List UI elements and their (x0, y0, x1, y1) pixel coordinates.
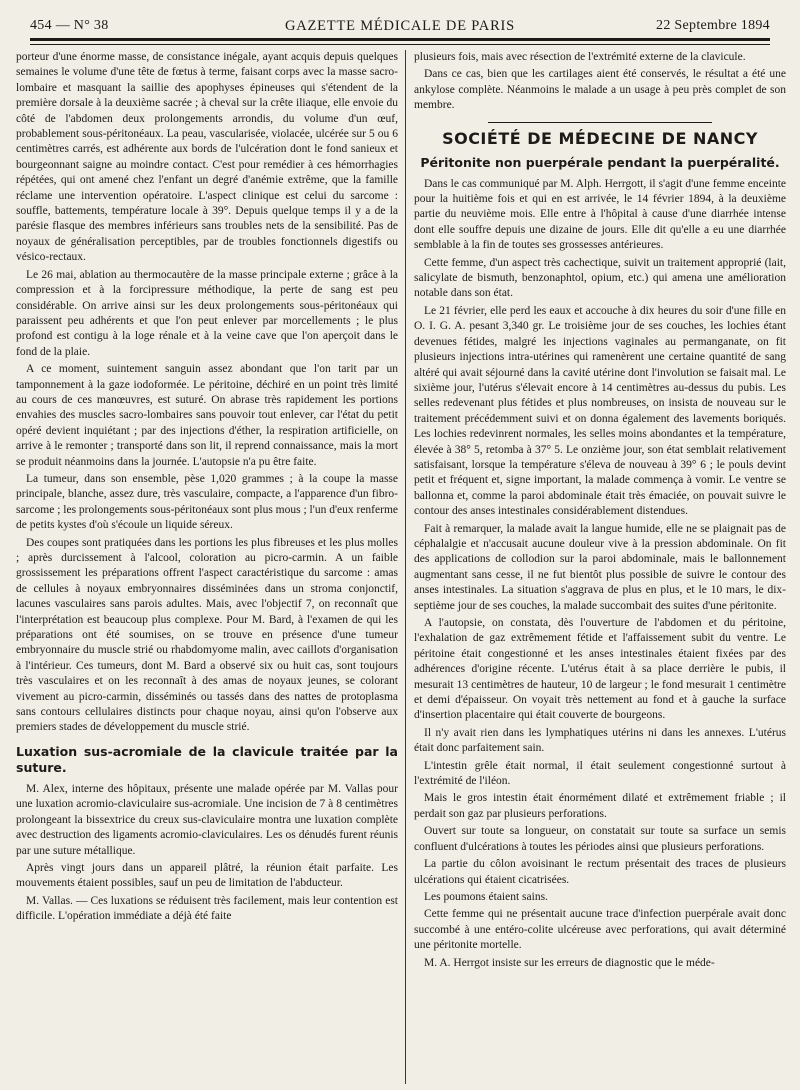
page-header (30, 14, 770, 40)
paragraph: La tumeur, dans son ensemble, pèse 1,020 grammes ; à la coupe la masse principale, blanche, assez dure, très vasculaire, compacte, a l'apparence d'un fibro-sarcome ; les prolongements sous-péritonéaux sont plus mous ; l'un d'eux renferme de petits kystes d'où s'écoule un liquide séreux. (16, 472, 398, 532)
paragraph: Le 21 février, elle perd les eaux et accouche à dix heures du soir d'une fille en O. I. G. A. pesant 3,340 gr. Le troisième jour de ses couches, les lochies étant devenues fétides, malgré les injections vaginales au permanganate, on fit plusieurs injections intra-utérines qui ramenèrent une certaine quantité de sang altéré qui avait séjourné dans la cavité utérine dont l'involution se faisait mal. Le sixième jour, l'utérus s'élevait encore à 14 centimètres au-dessus du pubis. Les selles redevenant plus fétides et plus nombreuses, on insista de nouveau sur le traitement précédemment suivi et on donna également des lavements boriqués. Les lochies redevinrent normales, les selles moins abondantes et la température, élevée à 38° 5, retomba à 37° 5. Le onzième jour, son état semblait relativement satisfaisant, lorsque la température s'éleva de nouveau à 39° 6 ; le pouls devint petit et fréquent et, signe important, la malade commença à vomir. Le ventre se ballonna et, comme la paroi abdominale était très émaciée, on pouvait suivre le contour des anses intestinales considérablement distendues. (414, 304, 786, 518)
paragraph: M. A. Herrgot insiste sur les erreurs de diagnostic que le méde- (424, 956, 715, 969)
paragraph: Cette femme qui ne présentait aucune trace d'infection puerpérale avait donc succombé à une entéro-colite ulcéreuse avec perforations, qui avait déterminé une péritonite mortelle. (414, 908, 786, 952)
section-rule (488, 122, 711, 123)
section-title: Péritonite non puerpérale pendant la puerpéralité. (420, 154, 780, 170)
paragraph: Il n'y avait rien dans les lymphatiques utérins ni dans les annexes. L'utérus était donc parfaitement sain. (414, 726, 786, 755)
paragraph: Après vingt jours dans un appareil plâtré, la réunion était parfaite. Les mouvements étaient possibles, sauf un peu de limitation de l'abducteur. (16, 861, 398, 890)
paragraph: A l'autopsie, on constata, dès l'ouverture de l'abdomen et du péritoine, l'exhalation de gaz extrêmement fétide et l'affaissement subit du ventre. Le péritoine était congestionné et les anses intestinales étaient fixées par des adhérences d'origine récente. L'utérus était à sa place derrière le pubis, il mesurait 13 centimètres de hauteur, 10 de largeur ; le fond mesurait 1 centimètre et demi d'épaisseur. On voyait très nettement au fond et à gauche la surface d'insertion placentaire qui était couverte de bourgeons. (414, 617, 786, 722)
paragraph: Le 26 mai, ablation au thermocautère de la masse principale externe ; grâce à la compression et à la forcipressure méthodique, la perte de sang est peu considérable. On arrive ainsi sur les deux prolongements sous-péritonéaux qui paraissent peu adhérents et que l'on peut enlever par morcellements ; le plus profond est contigu à la loge rénale et à la veine cave que l'on aperçoit dans le fond de la plaie. (16, 268, 398, 358)
paragraph: Cette femme, d'un aspect très cachectique, suivit un traitement approprié (lait, salicylate de bismuth, benzonaphtol, opium, etc.) qui amena une amélioration notable dans son état. (414, 256, 786, 300)
header-rule-thin (30, 44, 770, 45)
section-title: Luxation sus-acromiale de la clavicule traitée par la suture. (16, 743, 398, 775)
paragraph: plusieurs fois, mais avec résection de l'extrémité externe de la clavicule. (414, 51, 746, 63)
paragraph: M. Alex, interne des hôpitaux, présente une malade opérée par M. Vallas pour une luxation acromio-claviculaire sus-acromiale. Une incision de 7 à 8 centimètres prolongeant la bissextrice du creux sus-claviculaire montra une luxation complète avec destruction des ligaments acromio-claviculaires. Les os dénudés furent réunis par une suture métallique. (16, 782, 398, 857)
paragraph: Dans le cas communiqué par M. Alph. Herrgott, il s'agit d'une femme enceinte pour la huitième fois et qui en est arrivée, le 14 février 1894, à la deuxième partie du neuvième mois. Elle entre à l'hôpital à cause d'une diarrhée intense dont elle souffre depuis une dizaine de jours. Elle dit qu'elle a eu une diarrhée semblable à la fin de toutes ses grossesses antérieures. (414, 177, 786, 252)
paragraph: M. Vallas. — Ces luxations se réduisent très facilement, mais leur contention est difficile. L'opération immédiate a déjà été faite (16, 894, 398, 923)
journal-title: GAZETTE MÉDICALE DE PARIS (284, 18, 516, 34)
page-number: 454 — N° 38 (30, 18, 109, 33)
left-column (16, 50, 398, 1084)
paragraph: Dans ce cas, bien que les cartilages aient été conservés, le résultat a été une ankylose complète. Néanmoins le malade a un usage à peu près complet de son membre. (414, 68, 786, 112)
issue-date: 22 Septembre 1894 (656, 18, 770, 33)
paragraph: La partie du côlon avoisinant le rectum présentait des traces de plusieurs ulcérations qui étaient cicatrisées. (414, 858, 786, 886)
paragraph: porteur d'une énorme masse, de consistance inégale, ayant acquis depuis quelques semaines le volume d'une tête de fœtus à terme, faisant corps avec la masse sacro-lombaire et masquant la saillie des apophyses épineuses qui s'étendent de la première dorsale à la deuxième sacrée ; à cheval sur la crête iliaque, elle envoie du côté de l'abdomen deux prolongements arrondis, du volume d'un œuf, probablement sous-péritonéaux. La peau, vascularisée, violacée, ulcérée sur 5 ou 6 centimètres carrés, est adhérente aux bords de l'ulcération dont le fond sanieux et bourgeonnant saigne au moindre contact. C'est pour remédier à ces hémorrhagies répétées, qui ont amené chez l'enfant un degré d'anémie extrême, que la famille réclame une intervention opératoire. L'aspect clinique est celui du sarcome : souffle, battements, température locale à 39°. Depuis quelque temps il y a de la parésie flasque des membres inférieurs sans troubles nets de la sensibilité. Pas de noyaux de généralisation perceptibles, par de troubles fonctionnels digestifs ou vésico-rectaux. (16, 51, 398, 264)
paragraph: L'intestin grêle était normal, il était seulement congestionné surtout à l'extrémité de l'iléon. (414, 759, 786, 788)
paragraph: Ouvert sur toute sa longueur, on constatait sur toute sa surface un semis confluent d'ulcérations à toutes les périodes ainsi que plusieurs perforations. (414, 825, 786, 853)
paragraph: Les poumons étaient sains. (424, 890, 548, 903)
header-rule-thick (30, 38, 770, 41)
paragraph: Mais le gros intestin était énormément dilaté et extrêmement friable ; il perdait son gaz par plusieurs perforations. (414, 792, 786, 820)
paragraph: A ce moment, suintement sanguin assez abondant que l'on tarit par un tamponnement à la gaze iodoformée. Le péritoine, déchiré en un point très limité au cours de ces manœuvres, est suturé. On abrase très rapidement les portions envahies des muscles sacro-lombaires sans pouvoir tout enlever, car l'état du petit opéré devient inquiétant ; par des injections d'éther, la respiration artificielle, on arrive à le remonter ; transporté dans son lit, il reprend connaissance, mais la mort se produit néanmoins dans la journée. L'autopsie n'a pu être faite. (16, 363, 398, 468)
column-divider (405, 50, 406, 1084)
right-column (414, 50, 786, 1084)
paragraph: Fait à remarquer, la malade avait la langue humide, elle ne se plaignait pas de céphalalgie et n'accusait aucune douleur vive à la pression abdominale. On fit des applications de collodion sur la paroi abdominale, mais le ballonnement augmentant sans cesse, il ne fut bientôt plus possible de suivre le contour des anses intestinales. La situation s'aggrava de plus en plus, et le 10 mars, le dix-septième jour de ses couches, la malade succombait des suites d'une péritonite. (414, 522, 786, 612)
society-title: SOCIÉTÉ DE MÉDECINE DE NANCY (442, 128, 758, 148)
paragraph: Des coupes sont pratiquées dans les portions les plus fibreuses et les plus molles ; après durcissement à l'alcool, coloration au picro-carmin. A un faible grossissement les préparations offrent l'aspect caractéristique du sarcome : amas de cellules à noyaux embryonnaires disséminées dans un stroma conjonctif, lacunes vasculaires sans parois adultes. Mais, avec l'objectif 7, on reconnaît que l'interprétation est beaucoup plus complexe. Pour M. Bard, à l'examen de qui les préparations ont été soumises, on se trouve en présence d'une tumeur embryonnaire du muscle strié ou rhabdomyome malin, avec caillots d'organisation à l'intérieur. Ces tumeurs, dont M. Bard a observé six ou huit cas, sont toujours très vasculaires et on les reconnaît à des amas de noyaux jeunes, se colorant vivement au picro-carmin, disséminés ou tassés dans des nattes de protoplasma sans contours cellulaires distincts pour chaque noyau, ainsi qu'on l'observe aux premiers stades de développement du muscle strié. (16, 536, 398, 734)
